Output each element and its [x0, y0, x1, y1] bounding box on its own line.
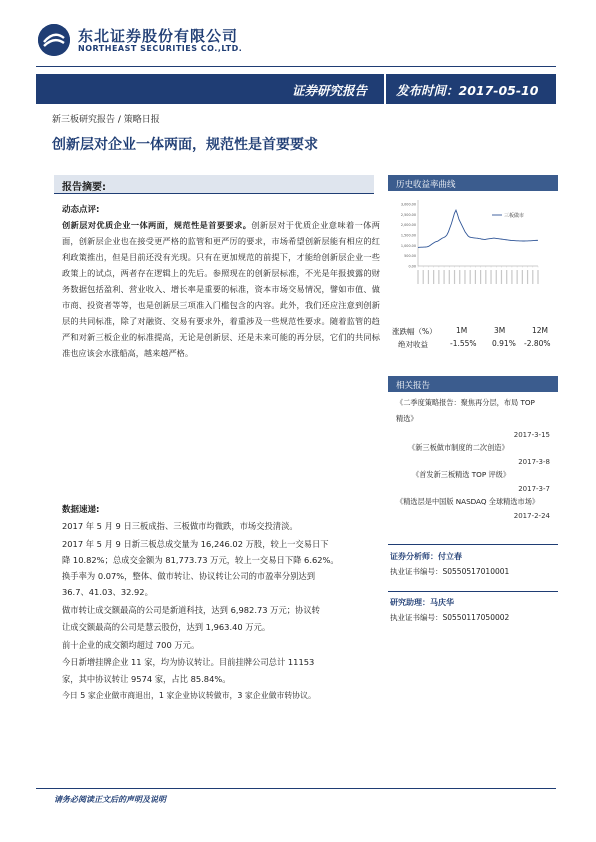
chart-xtick-label: [517, 270, 518, 284]
related-report-link[interactable]: 《首发新三板精选 TOP 评级》: [412, 470, 511, 479]
comment-paragraph: [62, 217, 380, 361]
footer-rule: [36, 788, 556, 789]
banner-divider: [384, 74, 386, 104]
chart-xtick-label: [527, 270, 528, 284]
chart-heading-bar: [388, 175, 558, 191]
related-heading-bar: [388, 376, 558, 392]
logo-icon: [38, 24, 70, 56]
data-line: 让成交额最高的公司是慧云股份，达到 1,963.40 万元。: [62, 622, 271, 632]
period-3m: 3M: [494, 326, 506, 335]
chart-xtick-label: [449, 270, 450, 284]
data-line: 换手率为 0.07%，整体、做市转让、协议转让公司的市盈率分别达到: [62, 571, 316, 581]
related-report-date: 2017-2-24: [513, 512, 550, 520]
data-line: 家，其中协议转让 9574 家，占比 85.84%。: [62, 674, 231, 684]
company-name-cn: 东北证券股份有限公司: [78, 27, 239, 45]
chart-xtick-label: [433, 270, 434, 284]
breadcrumb: 新三板研究报告 / 策略日报: [52, 115, 160, 125]
related-report-link[interactable]: 《二季度策略报告：聚焦再分层，布局 TOP: [396, 398, 535, 407]
related-report-date: 2017-3-8: [518, 458, 550, 466]
data-line: 2017 年 5 月 9 日三板成指、三板做市均微跌，市场交投清淡。: [62, 521, 298, 531]
abs-return-label: 绝对收益: [398, 340, 428, 349]
assistant-name: 研究助理：马庆华: [390, 598, 454, 607]
chart-xtick-label: [459, 270, 460, 284]
report-type: 证券研究报告: [292, 83, 368, 98]
data-line: 今日 5 家企业做市商退出，1 家企业协议转做市，3 家企业做市转协议。: [62, 691, 316, 700]
chart-xtick-label: [485, 270, 486, 284]
comment-lead: 创新层对优质企业一体两面，规范性是首要要求。: [62, 220, 252, 230]
chart-heading: 历史收益率曲线: [396, 180, 456, 190]
chart-canvas: [388, 192, 558, 310]
chart-xtick-label: [428, 270, 429, 284]
chart-ytick-label: 3,000.00: [400, 202, 416, 207]
chart-ytick-label: 2,000.00: [400, 223, 416, 228]
comment-label: 动态点评:: [62, 205, 100, 215]
analyst-divider: [388, 544, 558, 545]
comment-body: 创新层对于优质企业意味着一体两面，创新层企业也在接受更严格的监管和更严厉的要求，市场希望创新层能有相应的红利政策推出，但是目前还没有光现。只有在更加规范的前提下，才能给创新层企业一些政策上的试点，两者存在逻辑上的先后。参照现在的创新层标准，不光是年报披露的财务数据包括盈利、营业收入、增长率是重要的标准，资本市场交易情况，譬如市值、做市商、投资者等等，也是创新层三项准入门槛包含的内容。此外，我们还应注意到创新层的共同标准，除了对融资、交易有要求外，着重涉及一些规范性要求。随着监管的趋严和对新三板企业的标准提高，无论是创新层、还是未来可能的再分层，它们的共同标准也应该会水涨船高，越来越严格。: [62, 220, 380, 358]
chart-xtick-label: [454, 270, 455, 284]
chart-xtick-label: [475, 270, 476, 284]
chart-ytick-label: 1,500.00: [400, 233, 416, 238]
related-report-link[interactable]: 《精选层是中国版 NASDAQ 全球精选市场》: [396, 497, 540, 506]
company-logo: [38, 24, 70, 56]
abs-return-12m: -2.80%: [524, 339, 551, 348]
summary-heading: 报告摘要:: [62, 182, 106, 193]
data-line: 降 10.82%；总成交金额为 81,773.73 万元，较上一交易日下降 6.62%。: [62, 555, 339, 565]
period-12m: 12M: [532, 326, 549, 335]
publish-date: 发布时间：2017-05-10: [396, 83, 539, 98]
chart-xtick-label: [501, 270, 502, 284]
related-heading: 相关报告: [396, 381, 431, 391]
chart-xtick-label: [522, 270, 523, 284]
chart-xtick-label: [480, 270, 481, 284]
related-report-date: 2017-3-15: [513, 431, 550, 439]
returns-label: 涨跌幅（%）: [392, 327, 437, 336]
chart-xtick-label: [470, 270, 471, 284]
data-line: 前十企业的成交额均超过 700 万元。: [62, 640, 200, 650]
related-report-link[interactable]: 《新三板做市制度的二次创造》: [408, 443, 509, 452]
period-1m: 1M: [456, 326, 468, 335]
data-label: 数据速递:: [62, 505, 100, 515]
related-report-link-cont[interactable]: 精选》: [396, 414, 418, 423]
abs-return-3m: 0.91%: [492, 339, 516, 348]
assistant-cert: 执业证书编号：S0550117050002: [390, 613, 510, 622]
chart-xtick-label: [417, 270, 418, 284]
chart-xtick-label: [423, 270, 424, 284]
data-line: 今日新增挂牌企业 11 家，均为协议转让。目前挂牌公司总计 11153: [62, 657, 315, 667]
assistant-divider: [388, 591, 558, 592]
analyst-name: 证券分析师：付立春: [390, 552, 462, 561]
page-title: 创新层对企业一体两面，规范性是首要要求: [52, 137, 318, 153]
chart-xtick-label: [506, 270, 507, 284]
history-chart: [388, 192, 558, 310]
chart-ytick-label: 0.00: [408, 264, 416, 269]
chart-xtick-label: [490, 270, 491, 284]
data-line: 36.7、41.03、32.92。: [62, 587, 153, 597]
analyst-cert: 执业证书编号：S0550517010001: [390, 567, 510, 576]
chart-xtick-label: [537, 270, 538, 284]
chart-xtick-label: [438, 270, 439, 284]
chart-xtick-label: [464, 270, 465, 284]
chart-xtick-label: [443, 270, 444, 284]
abs-return-1m: -1.55%: [450, 339, 477, 348]
footer-disclaimer[interactable]: 请务必阅读正文后的声明及说明: [54, 795, 166, 804]
chart-legend-label: 三板做市: [504, 213, 525, 219]
related-report-date: 2017-3-7: [518, 485, 550, 493]
data-line: 做市转让成交额最高的公司是新道科技，达到 6,982.73 万元；协议转: [62, 605, 320, 615]
chart-xtick-label: [511, 270, 512, 284]
company-name-en: NORTHEAST SECURITIES CO.,LTD.: [78, 44, 243, 53]
summary-heading-bar: [54, 175, 374, 194]
chart-xtick-label: [532, 270, 533, 284]
chart-ytick-label: 1,000.00: [400, 243, 416, 248]
chart-ytick-label: 500.00: [404, 254, 416, 259]
header-rule: [36, 66, 556, 67]
chart-ytick-label: 2,500.00: [400, 212, 416, 217]
chart-xtick-label: [496, 270, 497, 284]
data-line: 2017 年 5 月 9 日新三板总成交量为 16,246.02 万股，较上一交易日下: [62, 539, 329, 549]
